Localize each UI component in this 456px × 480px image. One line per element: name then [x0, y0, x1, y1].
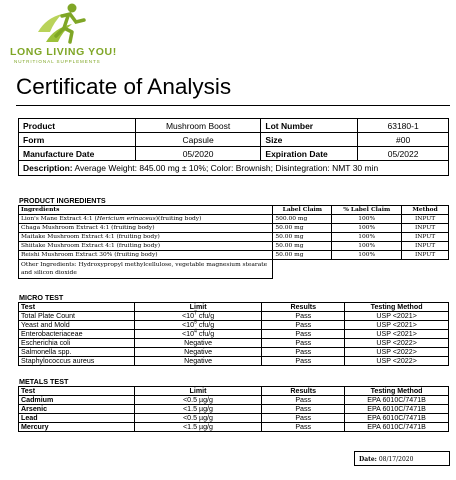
ingredient-name: [19, 215, 273, 224]
info-row-description: [19, 161, 449, 176]
ingredient-name-text: Chaga Mushroom Extract 4:1 (fruiting body): [21, 225, 155, 231]
ingredient-latin-name: Hericium erinaceus: [96, 216, 156, 222]
description-label: Description:: [23, 163, 73, 173]
micro-test-row: [19, 348, 449, 357]
ingredients-table: [18, 205, 449, 279]
ingredient-row: [19, 215, 449, 224]
metals-test-result: Pass: [262, 414, 345, 423]
micro-test-name: Escherichia coli: [19, 339, 135, 348]
running-figure-icon: [32, 2, 88, 46]
metals-test-method: EPA 6010C/7471B: [345, 396, 449, 405]
micro-test-result: Pass: [262, 330, 345, 339]
micro-test-row: [19, 357, 449, 366]
title-divider: [16, 105, 450, 106]
micro-test-name: Staphylococcus aureus: [19, 357, 135, 366]
ingredient-name-text: Reishi Mushroom Extract 30% (fruiting body): [21, 252, 158, 258]
date-value: 08/17/2020: [376, 456, 414, 463]
metals-test-row: [19, 405, 449, 414]
micro-limit-unit: cfu/g: [196, 330, 215, 338]
product-label: Product: [19, 119, 136, 133]
exp-date-value: 05/2022: [358, 147, 449, 161]
form-value: Capsule: [135, 133, 261, 147]
ingredient-label-claim: 50.00 mg: [273, 251, 332, 260]
product-info-table: [18, 118, 449, 176]
metals-test-result: Pass: [262, 423, 345, 432]
micro-test-name: Total Plate Count: [19, 312, 135, 321]
micro-test-result: Pass: [262, 348, 345, 357]
info-row-product: [19, 119, 449, 133]
micro-section-title: MICRO TEST: [19, 293, 64, 302]
lot-value: 63180-1: [358, 119, 449, 133]
micro-test-result: Pass: [262, 312, 345, 321]
ingredient-row: [19, 233, 449, 242]
micro-limit-exponent: 4: [194, 328, 197, 335]
date-label: Date:: [359, 456, 377, 463]
micro-test-name: Yeast and Mold: [19, 321, 135, 330]
micro-test-method: USP <2021>: [345, 321, 449, 330]
micro-test-limit: [134, 339, 262, 348]
micro-test-name: Enterobacteriaceae: [19, 330, 135, 339]
ingredients-section-title: PRODUCT INGREDIENTS: [19, 196, 106, 205]
micro-test-result: Pass: [262, 339, 345, 348]
ingredient-name-suffix: )(fruiting body): [155, 216, 202, 222]
micro-test-method: USP <2022>: [345, 348, 449, 357]
micro-header-results: Results: [262, 303, 345, 312]
ingredient-method: INPUT: [402, 224, 449, 233]
ingredient-method: INPUT: [402, 233, 449, 242]
product-value: Mushroom Boost: [135, 119, 261, 133]
metals-header-results: Results: [262, 387, 345, 396]
ingredients-header-row: [19, 206, 449, 215]
ingredient-name: [19, 233, 273, 242]
micro-test-row: [19, 321, 449, 330]
ingredient-pct-claim: 100%: [332, 215, 402, 224]
metals-header-test: Test: [19, 387, 135, 396]
ingredient-name: [19, 242, 273, 251]
metals-section-title: METALS TEST: [19, 377, 69, 386]
micro-test-method: USP <2022>: [345, 339, 449, 348]
ingredients-header-pct: % Label Claim: [332, 206, 402, 215]
ingredient-label-claim: 50.00 mg: [273, 233, 332, 242]
ingredient-name: [19, 224, 273, 233]
ingredient-name: [19, 251, 273, 260]
info-row-form: [19, 133, 449, 147]
metals-test-result: Pass: [262, 396, 345, 405]
micro-test-limit: [134, 348, 262, 357]
micro-header-row: [19, 303, 449, 312]
metals-header-method: Testing Method: [345, 387, 449, 396]
ingredient-label-claim: 500.00 mg: [273, 215, 332, 224]
metals-test-name: Cadmium: [19, 396, 135, 405]
metals-test-limit: <0.5 µg/g: [134, 396, 262, 405]
ingredient-method: INPUT: [402, 215, 449, 224]
description-cell: [19, 161, 449, 176]
description-value: Average Weight: 845.00 mg ± 10%; Color: Brownish; Disintegration: NMT 30 min: [72, 163, 379, 173]
info-row-dates: [19, 147, 449, 161]
metals-header-row: [19, 387, 449, 396]
exp-date-label: Expiration Date: [261, 147, 358, 161]
metals-test-table: [18, 386, 449, 432]
micro-test-row: [19, 312, 449, 321]
micro-test-row: [19, 339, 449, 348]
micro-header-limit: Limit: [134, 303, 262, 312]
metals-test-method: EPA 6010C/7471B: [345, 423, 449, 432]
mfg-date-value: 05/2020: [135, 147, 261, 161]
ingredient-name-text: Shiitake Mushroom Extract 4:1 (fruiting body): [21, 243, 160, 249]
metals-test-method: EPA 6010C/7471B: [345, 405, 449, 414]
ingredient-pct-claim: 100%: [332, 251, 402, 260]
metals-header-limit: Limit: [134, 387, 262, 396]
ingredient-pct-claim: 100%: [332, 242, 402, 251]
ingredient-row: [19, 251, 449, 260]
micro-limit-base: Negative: [184, 339, 213, 347]
micro-limit-exponent: 5: [194, 319, 197, 326]
micro-test-limit: [134, 357, 262, 366]
metals-test-limit: <1.5 µg/g: [134, 423, 262, 432]
size-label: Size: [261, 133, 358, 147]
other-ingredients: Other Ingredients: Hydroxypropyl methylcellulose, vegetable magnesium stearate and silicon dioxide: [19, 260, 273, 279]
metals-test-row: [19, 414, 449, 423]
micro-test-limit: [134, 330, 262, 339]
metals-test-name: Lead: [19, 414, 135, 423]
micro-header-test: Test: [19, 303, 135, 312]
metals-test-result: Pass: [262, 405, 345, 414]
ingredients-header-method: Method: [402, 206, 449, 215]
page-title: Certificate of Analysis: [16, 74, 232, 99]
metals-test-name: Mercury: [19, 423, 135, 432]
size-value: #00: [358, 133, 449, 147]
metals-test-limit: <1.5 µg/g: [134, 405, 262, 414]
ingredients-header-name: Ingredients: [19, 206, 273, 215]
micro-test-name: Salmonella spp.: [19, 348, 135, 357]
micro-limit-unit: cfu/g: [196, 321, 215, 329]
brand-logo: [4, 0, 124, 70]
micro-test-method: USP <2021>: [345, 330, 449, 339]
metals-test-method: EPA 6010C/7471B: [345, 414, 449, 423]
ingredients-header-claim: Label Claim: [273, 206, 332, 215]
ingredient-pct-claim: 100%: [332, 233, 402, 242]
metals-test-row: [19, 423, 449, 432]
ingredient-label-claim: 50.00 mg: [273, 224, 332, 233]
micro-test-row: [19, 330, 449, 339]
micro-limit-base: <10: [182, 321, 195, 329]
form-label: Form: [19, 133, 136, 147]
metals-test-name: Arsenic: [19, 405, 135, 414]
micro-limit-unit: cfu/g: [196, 312, 215, 320]
lot-label: Lot Number: [261, 119, 358, 133]
micro-limit-base: <10: [182, 330, 195, 338]
metals-test-limit: <0.5 µg/g: [134, 414, 262, 423]
micro-test-result: Pass: [262, 357, 345, 366]
micro-test-result: Pass: [262, 321, 345, 330]
ingredient-method: INPUT: [402, 251, 449, 260]
micro-test-limit: [134, 321, 262, 330]
signature-date-box: [354, 451, 450, 466]
micro-test-method: USP <2021>: [345, 312, 449, 321]
mfg-date-label: Manufacture Date: [19, 147, 136, 161]
ingredient-row: [19, 242, 449, 251]
micro-test-table: [18, 302, 449, 366]
brand-name: LONG LIVING YOU!: [10, 46, 117, 58]
micro-limit-base: Negative: [184, 348, 213, 356]
other-ingredients-row: [19, 260, 449, 279]
micro-test-limit: [134, 312, 262, 321]
ingredient-name-text: Maitake Mushroom Extract 4:1 (fruiting body): [21, 234, 160, 240]
ingredient-row: [19, 224, 449, 233]
micro-limit-exponent: 7: [194, 310, 197, 317]
ingredient-method: INPUT: [402, 242, 449, 251]
ingredient-name-text: Lion's Mane Extract 4:1 (: [21, 216, 97, 222]
micro-limit-base: Negative: [184, 357, 213, 365]
ingredient-pct-claim: 100%: [332, 224, 402, 233]
micro-test-method: USP <2022>: [345, 357, 449, 366]
micro-header-method: Testing Method: [345, 303, 449, 312]
micro-limit-base: <10: [182, 312, 195, 320]
ingredient-label-claim: 50.00 mg: [273, 242, 332, 251]
brand-tagline: NUTRITIONAL SUPPLEMENTS: [14, 59, 101, 64]
metals-test-row: [19, 396, 449, 405]
